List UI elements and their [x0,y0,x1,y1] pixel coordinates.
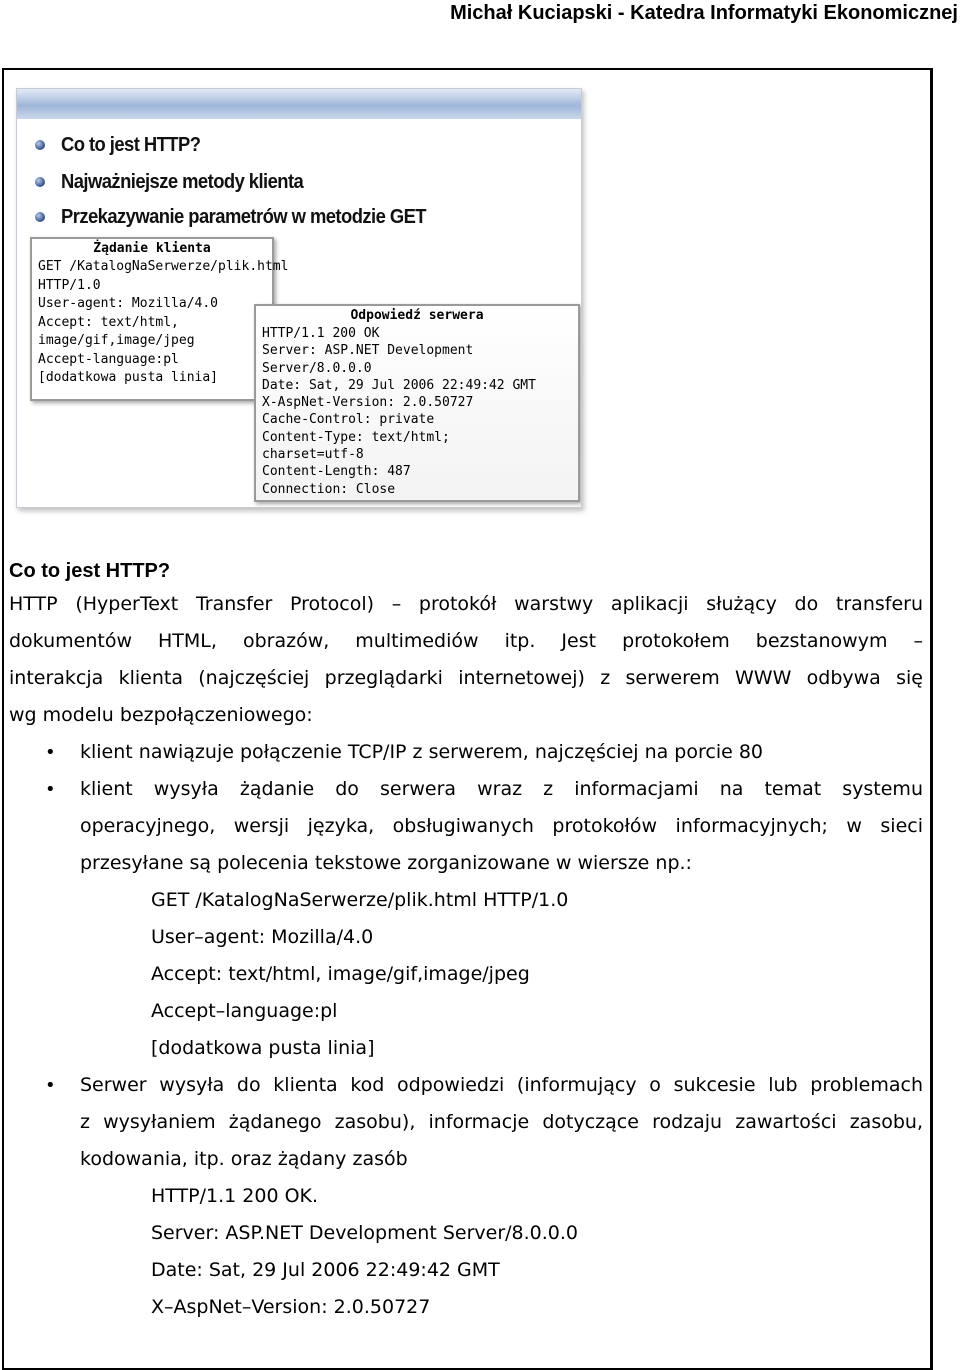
response-line: Connection: Close [262,481,396,497]
page-header: Michał Kuciapski - Katedra Informatyki Ekonomicznej [450,2,958,24]
request-line: HTTP/1.0 [38,277,101,293]
bullet-icon: • [45,742,56,763]
list-item [9,734,923,771]
list-item-line: klient wysyła żądanie do serwera wraz z informacjami na temat systemu [80,778,923,800]
list-item-line: z wysyłaniem żądanego zasobu), informacje dotyczące rodzaju zawartości zasobu, [80,1111,923,1133]
response-line: charset=utf-8 [262,447,364,463]
request-box-title: Żądanie klienta [93,241,211,256]
bullet-icon [35,177,45,187]
response-example-line: HTTP/1.1 200 OK. [151,1185,319,1207]
list-item [9,771,923,882]
response-line: Date: Sat, 29 Jul 2006 22:49:42 GMT [262,377,536,393]
response-line: Server/8.0.0.0 [262,360,372,376]
slide-bullet [35,203,458,231]
intro-line: HTTP (HyperText Transfer Protocol) – protokół warstwy aplikacji służący do transferu [9,593,923,615]
request-example-line: User–agent: Mozilla/4.0 [151,926,374,948]
request-line: Accept: text/html, [38,314,179,330]
intro-line: wg modelu bezpołączeniowego: [9,704,313,726]
request-example-line: GET /KatalogNaSerwerze/plik.html HTTP/1.0 [151,889,569,911]
slide-title-bar [17,89,581,119]
request-box [30,237,289,401]
request-line: Accept-language:pl [38,351,179,367]
response-line: Cache-Control: private [262,412,435,428]
slide-bullet-text: Przekazywanie parametrów w metodzie GET [61,205,427,228]
list-item-line: klient nawiązuje połączenie TCP/IP z serwerem, najczęściej na porcie 80 [80,741,764,763]
request-example-line: Accept: text/html, image/gif,image/jpeg [151,963,530,985]
bullet-icon: • [45,1075,56,1096]
request-line: GET /KatalogNaSerwerze/plik.html [38,259,289,274]
response-line: HTTP/1.1 200 OK [262,326,380,341]
list-item-line: kodowania, itp. oraz żądany zasób [80,1148,408,1170]
intro-line: interakcja klienta (najczęściej przeglądarki internetowej) z serwerem WWW odbywa się [9,667,923,689]
list-item-line: operacyjnego, wersji języka, obsługiwanych protokołów informacyjnych; w sieci [80,815,923,837]
intro-line: dokumentów HTML, obrazów, multimediów itp. Jest protokołem bezstanowym – [9,630,923,652]
section-heading: Co to jest HTTP? [9,560,171,582]
request-line: image/gif,image/jpeg [38,333,195,348]
request-line: [dodatkowa pusta linia] [38,370,219,385]
slide-screenshot [16,88,582,508]
list-item-line: Serwer wysyła do klienta kod odpowiedzi (informujący o sukcesie lub problemach [80,1074,923,1096]
request-line: User-agent: Mozilla/4.0 [38,296,219,311]
document-body [9,556,923,1326]
response-box [254,304,580,502]
response-example-line: Server: ASP.NET Development Server/8.0.0.0 [151,1222,578,1244]
bullet-icon: • [45,779,56,800]
slide-bullet-text: Najważniejsze metody klienta [61,170,304,193]
response-line: Server: ASP.NET Development [262,343,474,359]
response-line: Content-Type: text/html; [262,429,450,445]
bullet-icon [35,212,45,222]
response-line: X-AspNet-Version: 2.0.50727 [262,395,474,411]
slide-bullet [35,131,213,159]
bullet-icon [35,140,45,150]
slide-bullet [35,168,324,196]
request-example-line: Accept–language:pl [151,1000,338,1022]
list-item-line: przesyłane są polecenia tekstowe zorganizowane w wiersze np.: [80,852,692,874]
response-example-line: X–AspNet–Version: 2.0.50727 [151,1296,431,1318]
response-box-title: Odpowiedź serwera [350,308,484,323]
list-item [9,1067,923,1178]
response-example-line: Date: Sat, 29 Jul 2006 22:49:42 GMT [151,1259,500,1281]
slide-bullet-text: Co to jest HTTP? [61,133,201,156]
response-line: Content-Length: 487 [262,464,411,480]
request-example-line: [dodatkowa pusta linia] [151,1037,375,1059]
